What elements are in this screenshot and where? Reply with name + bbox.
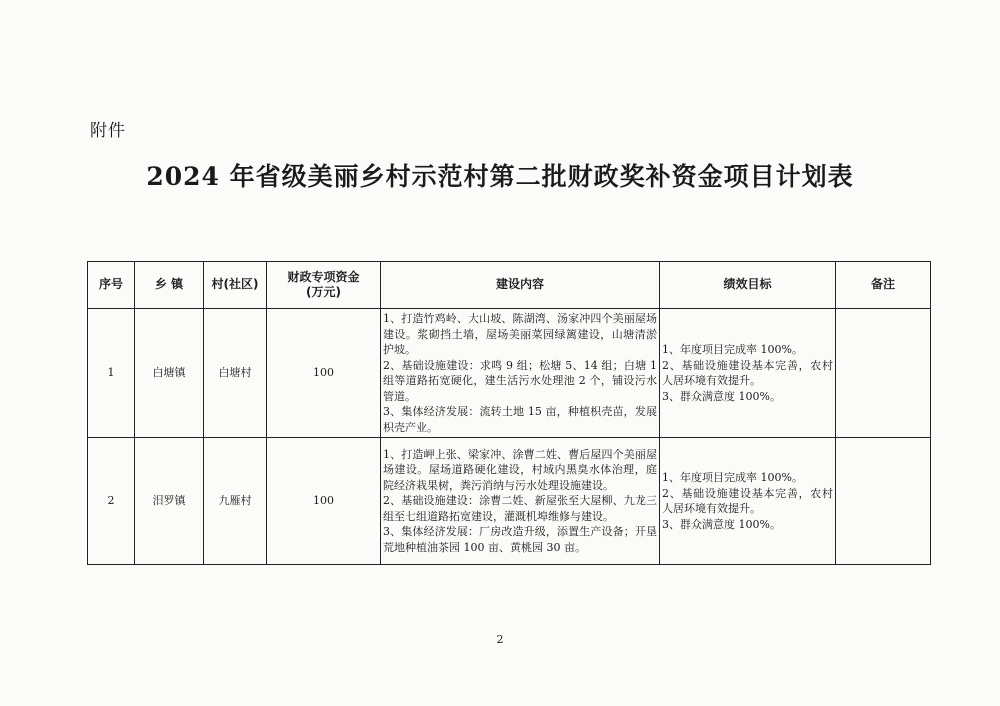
project-plan-table [87, 261, 931, 565]
content-item: 3、集体经济发展：厂房改造升级，添置生产设备；开垦荒地种植油茶园 100 亩、黄桃园 30 亩。 [383, 525, 657, 554]
cell-goals [660, 309, 836, 438]
cell-remarks [836, 438, 931, 565]
header-goals: 绩效目标 [660, 262, 836, 309]
goal-item: 2、基础设施建设基本完善，农村人居环境有效提升。 [662, 358, 833, 387]
header-content: 建设内容 [381, 262, 660, 309]
cell-remarks [836, 309, 931, 438]
cell-village: 白塘村 [204, 309, 267, 438]
content-item: 1、打造竹鸡岭、大山坡、陈湖湾、汤家冲四个美丽屋场建设。浆砌挡土墙，屋场美丽菜园绿篱建设，山塘清淤护坡。 [383, 312, 657, 356]
goal-item: 2、基础设施建设基本完善，农村人居环境有效提升。 [662, 486, 833, 515]
header-seq: 序号 [88, 262, 135, 309]
cell-town: 白塘镇 [135, 309, 204, 438]
cell-funds: 100 [267, 438, 381, 565]
header-funds [267, 262, 381, 309]
page-number: 2 [496, 633, 504, 646]
cell-content [381, 438, 660, 565]
goal-item: 3、群众满意度 100%。 [662, 517, 781, 531]
cell-seq: 1 [88, 309, 135, 438]
cell-content [381, 309, 660, 438]
cell-seq: 2 [88, 438, 135, 565]
cell-town: 汨罗镇 [135, 438, 204, 565]
content-item: 3、集体经济发展：流转土地 15 亩，种植枳壳苗，发展枳壳产业。 [383, 405, 657, 434]
cell-goals [660, 438, 836, 565]
header-funds-line1: 财政专项资金 [287, 269, 360, 284]
header-village: 村(社区) [204, 262, 267, 309]
table-row [88, 438, 931, 565]
cell-funds: 100 [267, 309, 381, 438]
content-item: 1、打造岬上张、梁家冲、涂曹二姓、曹后屋四个美丽屋场建设。屋场道路硬化建设，村域内黑臭水体治理，庭院经济栽果树，粪污消纳与污水处理设施建设。 [383, 447, 657, 492]
content-item: 2、基础设施建设：求鸣 9 组；松塘 5、14 组；白塘 1 组等道路拓宽硬化，建生活污水处理池 2 个，铺设污水管道。 [383, 358, 657, 403]
goal-item: 3、群众满意度 100%。 [662, 389, 781, 403]
goal-item: 1、年度项目完成率 100%。 [662, 471, 803, 484]
table-header-row [88, 262, 931, 309]
header-town: 乡 镇 [135, 262, 204, 309]
table-row [88, 309, 931, 438]
attachment-label: 附件 [90, 121, 126, 141]
header-funds-line2: (万元) [306, 285, 341, 299]
header-remarks: 备注 [836, 262, 931, 309]
document-title: 2024 年省级美丽乡村示范村第二批财政奖补资金项目计划表 [146, 162, 854, 191]
cell-village: 九雁村 [204, 438, 267, 565]
goal-item: 1、年度项目完成率 100%。 [662, 343, 803, 356]
content-item: 2、基础设施建设：涂曹二姓、新屋张至大屋柳、九龙三组至七组道路拓宽建设，灌溉机埠维修与建设。 [383, 494, 657, 523]
